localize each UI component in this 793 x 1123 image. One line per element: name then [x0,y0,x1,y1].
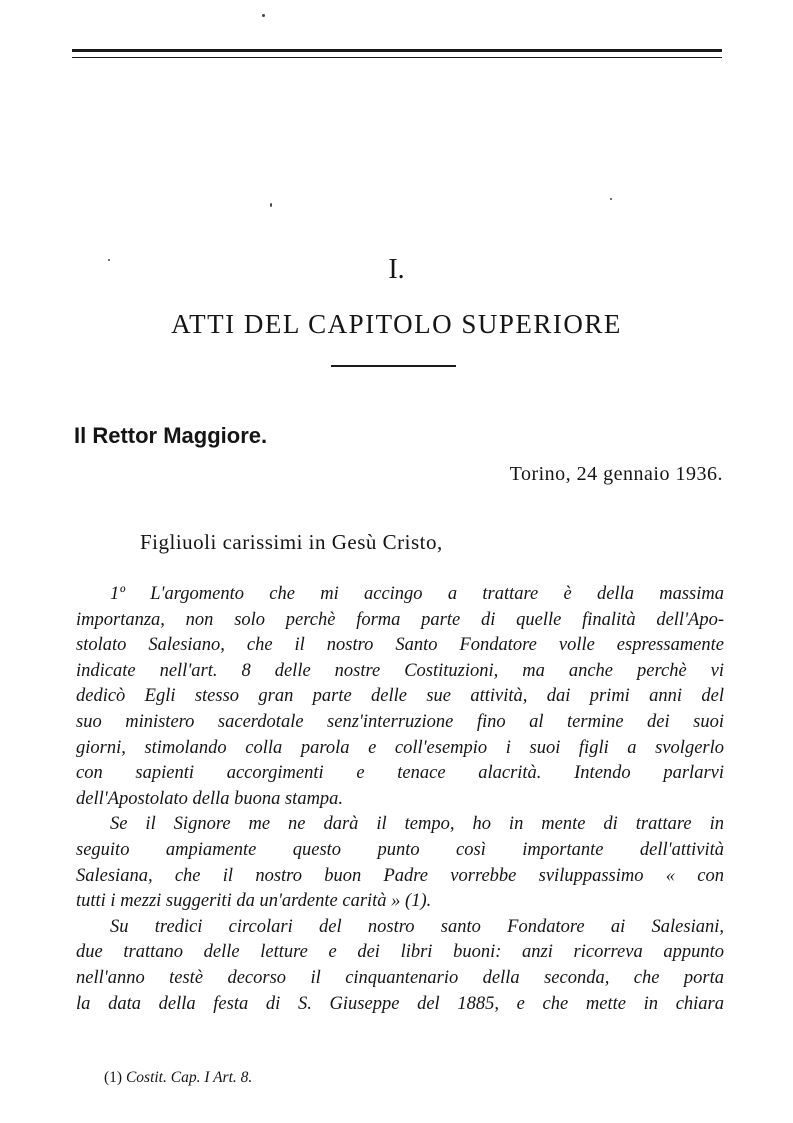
section-number: I. [388,254,405,285]
scan-speck [262,14,265,17]
footnote-text: Costit. Cap. I Art. 8. [125,1069,253,1086]
section-title: ATTI DEL CAPITOLO SUPERIORE [171,309,622,339]
body-line: la data della festa di S. Giuseppe del 1885, e che mette in chiara [76,993,724,1014]
footnote [104,1069,252,1087]
body-line: nell'anno testè decorso il cinquantenario della seconda, che porta [76,967,724,988]
body-line: indicate nell'art. 8 delle nostre Costituzioni, ma anche perchè vi [76,660,724,681]
body-line: dedicò Egli stesso gran parte delle sue attività, dai primi anni del [76,686,724,707]
salutation: Figliuoli carissimi in Gesù Cristo, [140,530,443,554]
body-line: Su tredici circolari del nostro santo Fondatore ai Salesiani, [110,916,724,937]
body-line: 1º L'argomento che mi accingo a trattare è della massima [110,584,724,604]
body-line: stolato Salesiano, che il nostro Santo Fondatore volle espressamente [76,635,724,656]
body-line: giorni, stimolando colla parola e coll'esempio i suoi figli a svolgerlo [76,737,724,758]
scan-speck [270,203,272,207]
scan-speck [610,198,612,200]
body-line: tutti i mezzi suggeriti da un'ardente carità » (1). [76,891,432,912]
footnote-mark: (1) [104,1069,123,1086]
body-line: dell'Apostolato della buona stampa. [76,788,344,809]
body-line: con sapienti accorgimenti e tenace alacrità. Intendo parlarvi [76,763,724,784]
letter-body [76,582,724,1017]
body-line: seguito ampiamente questo punto così importante dell'attività [76,839,724,860]
header-rule-thin [72,57,722,58]
subsection-heading: Il Rettor Maggiore. [74,423,268,448]
body-line: due trattano delle letture e dei libri buoni: anzi ricorreva appunto [76,942,724,963]
body-line: importanza, non solo perchè forma parte di quelle finalità dell'Apo- [76,609,724,630]
title-underline [331,365,456,367]
place-date: Torino, 24 gennaio 1936. [509,463,723,485]
body-line: Salesiana, che il nostro buon Padre vorrebbe sviluppassimo « con [76,865,724,886]
header-rule-thick [72,49,722,52]
body-line: Se il Signore me ne darà il tempo, ho in mente di trattare in [110,814,724,835]
body-line: suo ministero sacerdotale senz'interruzione fino al termine dei suoi [76,711,724,732]
